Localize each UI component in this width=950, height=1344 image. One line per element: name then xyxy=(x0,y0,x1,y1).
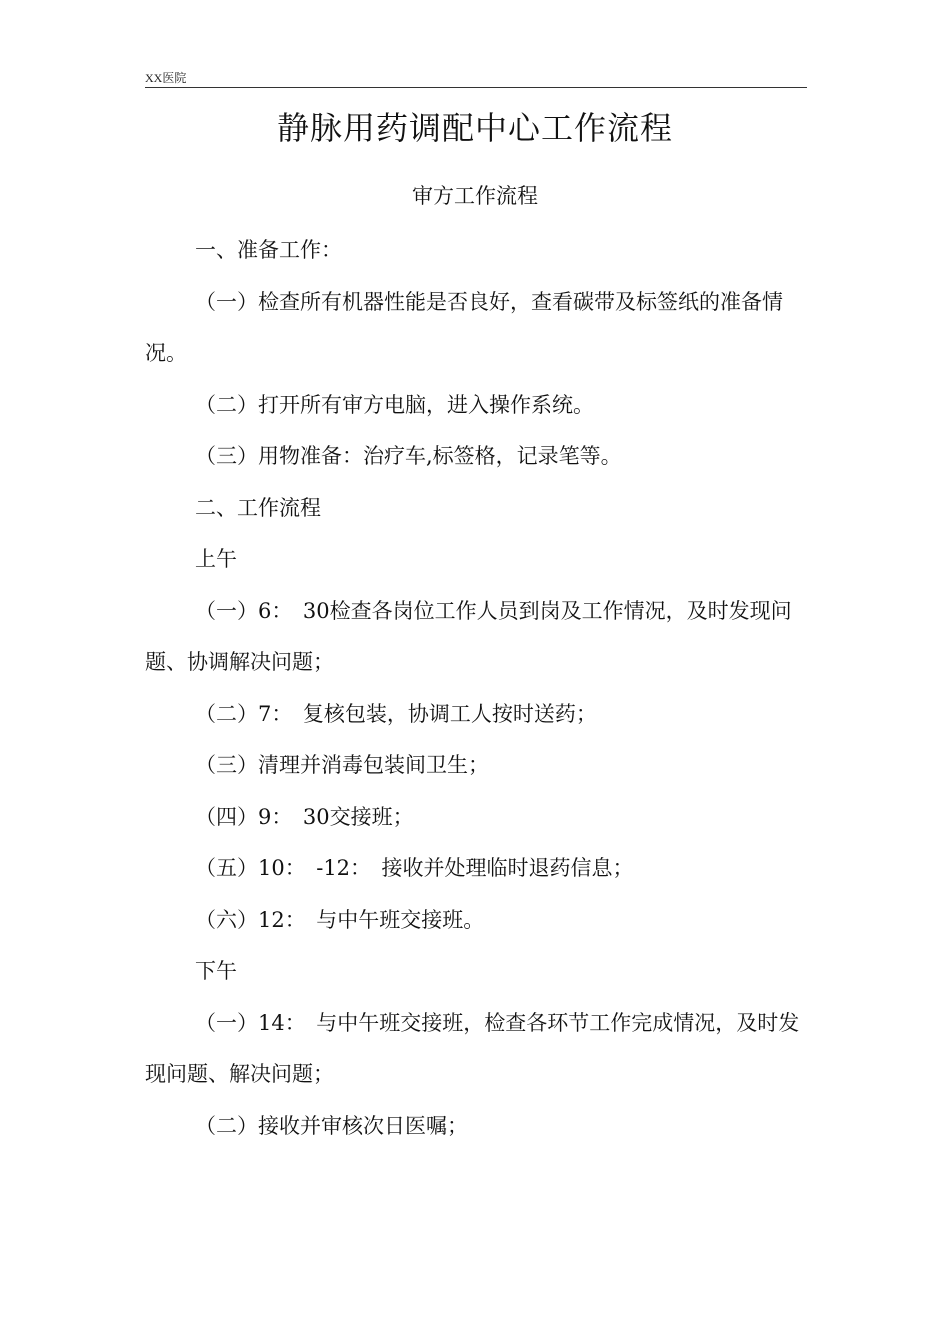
paragraph: （一）14： 与中午班交接班，检查各环节工作完成情况，及时发现问题、解决问题； xyxy=(145,1010,800,1086)
document-subtitle: 审方工作流程 xyxy=(412,184,538,208)
paragraph: 上午 xyxy=(195,547,237,571)
paragraph: 一、准备工作： xyxy=(195,238,342,262)
document-body xyxy=(145,225,807,1152)
document-title: 静脉用药调配中心工作流程 xyxy=(276,109,673,147)
header-divider xyxy=(145,87,807,88)
paragraph: （三）用物准备：治疗车,标签格，记录笔等。 xyxy=(195,444,622,468)
paragraph: 二、工作流程 xyxy=(195,495,321,520)
paragraph: （三）清理并消毒包装间卫生； xyxy=(195,753,489,777)
paragraph: （一）检查所有机器性能是否良好，查看碳带及标签纸的准备情况。 xyxy=(145,289,783,365)
paragraph: （五）10： -12： 接收并处理临时退药信息； xyxy=(195,856,634,880)
paragraph: （二）接收并审核次日医嘱； xyxy=(195,1113,468,1138)
paragraph: （一）6： 30检查各岗位工作人员到岗及工作情况，及时发现问题、协调解决问题； xyxy=(145,598,792,674)
page-header-org: XX医院 xyxy=(145,71,187,85)
paragraph: （四）9： 30交接班； xyxy=(195,804,414,829)
paragraph: （二）打开所有审方电脑，进入操作系统。 xyxy=(195,392,594,417)
paragraph: （六）12： 与中午班交接班。 xyxy=(195,907,485,932)
paragraph: （二）7： 复核包装，协调工人按时送药； xyxy=(195,701,597,726)
paragraph: 下午 xyxy=(195,959,237,983)
